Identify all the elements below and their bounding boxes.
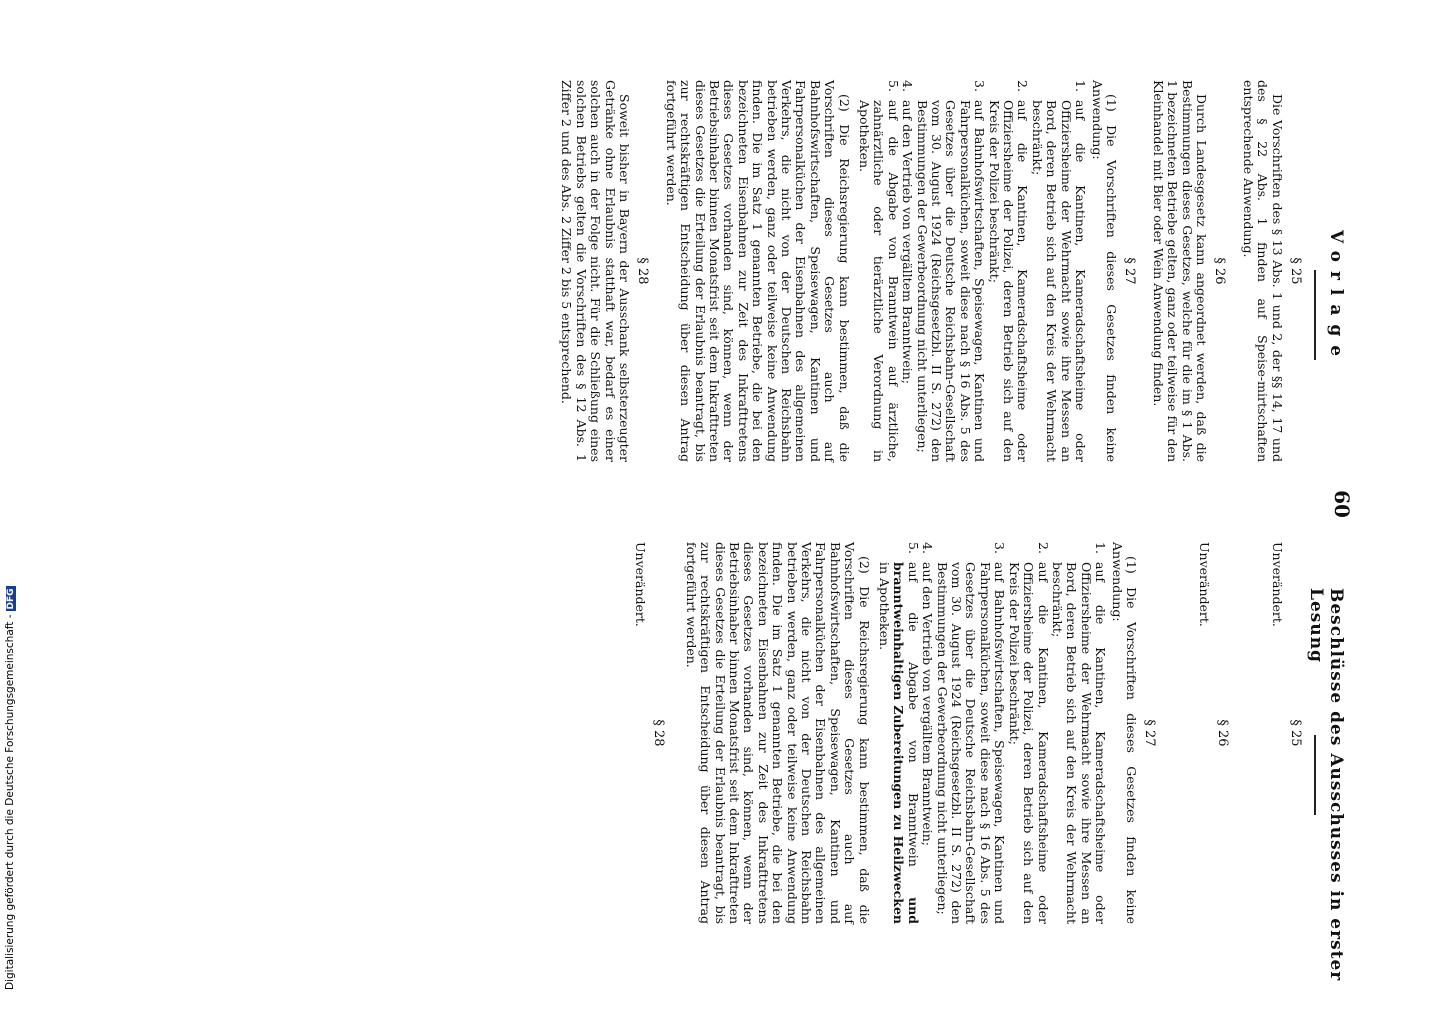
section-27-list [877, 542, 1108, 924]
section-26-text: Unverändert. [1196, 542, 1212, 627]
section-28-title: § 28 [651, 719, 667, 747]
section-27-title: § 27 [1142, 719, 1158, 747]
list-item: 1. auf die Kantinen, Kameradschaftsheime oder Offiziersheime der Wehrmacht sowie ihre Messen an Bord, deren Betrieb sich auf den Kreis der Wehrmacht beschränkt; [1029, 80, 1089, 462]
section-28-text: Soweit bisher in Bayern der Ausschank selbsterzeugter Getränke ohne Erlaubnis statthaft war, bedarf es einer solchen auch in der Folge nicht. Für die Schließung eines solchen Betriebs gelten die Vorschriften des § 12 Abs. 1 Ziffer 2 und des Abs. 2 Ziffer 2 bis 5 entsprechend. [559, 80, 632, 462]
section-25-title: § 25 [1288, 719, 1303, 747]
left-column-heading: Vorlage [1326, 230, 1346, 366]
section-25-text: Unverändert. [1269, 542, 1285, 627]
section-26-title: § 26 [1212, 257, 1228, 285]
list-item: 2. auf die Kantinen, Kameradschaftsheime oder Offiziersheime der Polizei, deren Betrieb sich auf den Kreis der Polizei beschränkt; [986, 80, 1031, 462]
list-item: 3. auf Bahnhofswirtschaften, Speisewagen, Kantinen und Fahrpersonalküchen, soweit diese nach § 16 Abs. 5 des Gesetzes über die Deutsche Reichsbahn-Gesellschaft vom 30. August 1924 (Reichsgesetzbl. II S. 272) den Bestimmungen der Gewerbeordnung nicht unterliegen; [914, 80, 988, 462]
right-column-heading: Beschlüsse des Ausschusses in erster Lesung [1306, 588, 1346, 982]
left-column [559, 80, 1316, 462]
section-27-para-2: (2) Die Reichsregierung kann bestimmen, daß die Vorschriften dieses Gesetzes auch auf Bahnhofswirtschaften, Speisewagen, Kantinen und Fahrpersonalküchen der Eisenbahnen des allgemeinen Verkehrs, die nicht von der Deutschen Reichsbahn betrieben werden, ganz oder teilweise keine Anwendung finden. Die im Satz 1 genannten Betriebe, die bei den bezeichneten Eisenbahnen zur Zeit des Inkrafttretens dieses Gesetzes vorhanden sind, können, wenn der Betriebsinhaber binnen Monatsfrist seit dem Inkrafttreten dieses Gesetzes die Erteilung der Erlaubnis beantragt, bis zur rechtskräftigen Entscheidung über diesen Antrag fortgeführt werden. [683, 542, 872, 924]
list-item: 1. auf die Kantinen, Kameradschaftsheime oder Offiziersheime der Wehrmacht sowie ihre Messen an Bord, deren Betrieb sich auf den Kreis der Wehrmacht beschränkt; [1049, 542, 1109, 924]
dfg-logo: DFG [6, 588, 16, 610]
section-26-text: Durch Landesgesetz kann angeordnet werden, daß die Bestimmungen dieses Gesetzes, welche für die im § 1 Abs. 1 bezeichneten Betriebe gelten, ganz oder teilweise für den Kleinhandel mit Bier oder Wein Anwendung finden. [1150, 80, 1209, 462]
credit-text: Digitalisierung gefördert durch die Deutsche Forschungsgemeinschaft - [4, 614, 16, 990]
list-item: 2. auf die Kantinen, Kameradschaftsheime oder Offiziersheime der Polizei, deren Betrieb sich auf den Kreis der Polizei beschränkt; [1006, 542, 1051, 924]
page-number: 60 [1330, 490, 1354, 518]
section-25-text: Die Vorschriften des § 13 Abs. 1 und 2, der §§ 14, 17 und des § 22 Abs. 1 finden auf Speise-mirtschaften entsprechende Anwendung. [1240, 80, 1285, 462]
section-27-list [857, 80, 1088, 462]
list-item: 5. auf die Abgabe von Branntwein und branntweinhaltigen Zubereitungen zu Heilzwecken in Apotheken. [877, 542, 921, 924]
list-item: 3. auf Bahnhofswirtschaften, Speisewagen, Kantinen und Fahrpersonalküchen, soweit diese nach § 16 Abs. 5 des Gesetzes über die Deutsche Reichsbahn-Gesellschaft vom 30. August 1924 (Reichsgesetzbl. II S. 272) den Bestimmungen der Gewerbeordnung nicht unterliegen; [934, 542, 1008, 924]
section-27-para-1: (1) Die Vorschriften dieses Gesetzes finden keine Anwendung: [1109, 542, 1139, 924]
section-27-para-1: (1) Die Vorschriften dieses Gesetzes finden keine Anwendung: [1089, 80, 1119, 462]
section-26-title: § 26 [1215, 719, 1231, 747]
item-5-amendment: und branntweinhaltigen Zubereitungen zu Heilzwecken [891, 562, 921, 924]
section-28-title: § 28 [635, 257, 651, 285]
list-item: 4. auf den Vertrieb von vergälltem Branntwein; [920, 542, 936, 846]
section-27-title: § 27 [1122, 257, 1138, 285]
section-25-title: § 25 [1288, 257, 1303, 285]
right-column [633, 542, 1316, 924]
list-item: 5. auf die Abgabe von Branntwein auf ärztliche, zahnärztliche oder tierärztliche Verordnung in Apotheken. [857, 80, 901, 462]
list-item: 4. auf den Vertrieb von vergälltem Branntwein; [900, 80, 916, 384]
item-5-text-c: in Apotheken. [877, 562, 893, 651]
section-28-text: Unverändert. [632, 542, 648, 627]
section-27-para-2: (2) Die Reichsregierung kann bestimmen, daß die Vorschriften dieses Gesetzes auch auf Bahnhofswirtschaften, Speisewagen, Kantinen und Fahrpersonalküchen der Eisenbahnen des allgemeinen Verkehrs, die nicht von der Deutschen Reichsbahn betrieben werden, ganz oder teilweise keine Anwendung finden. Die im Satz 1 genannten Betriebe, die bei den bezeichneten Eisenbahnen zur Zeit des Inkrafttretens dieses Gesetzes vorhanden sind, können, wenn der Betriebsinhaber binnen Monatsfrist seit dem Inkrafttreten dieses Gesetzes die Erteilung der Erlaubnis beantragt, bis zur rechtskräftigen Entscheidung über diesen Antrag fortgeführt werden. [663, 80, 852, 462]
item-5-text-a: auf die Abgabe von Branntwein [905, 562, 921, 867]
